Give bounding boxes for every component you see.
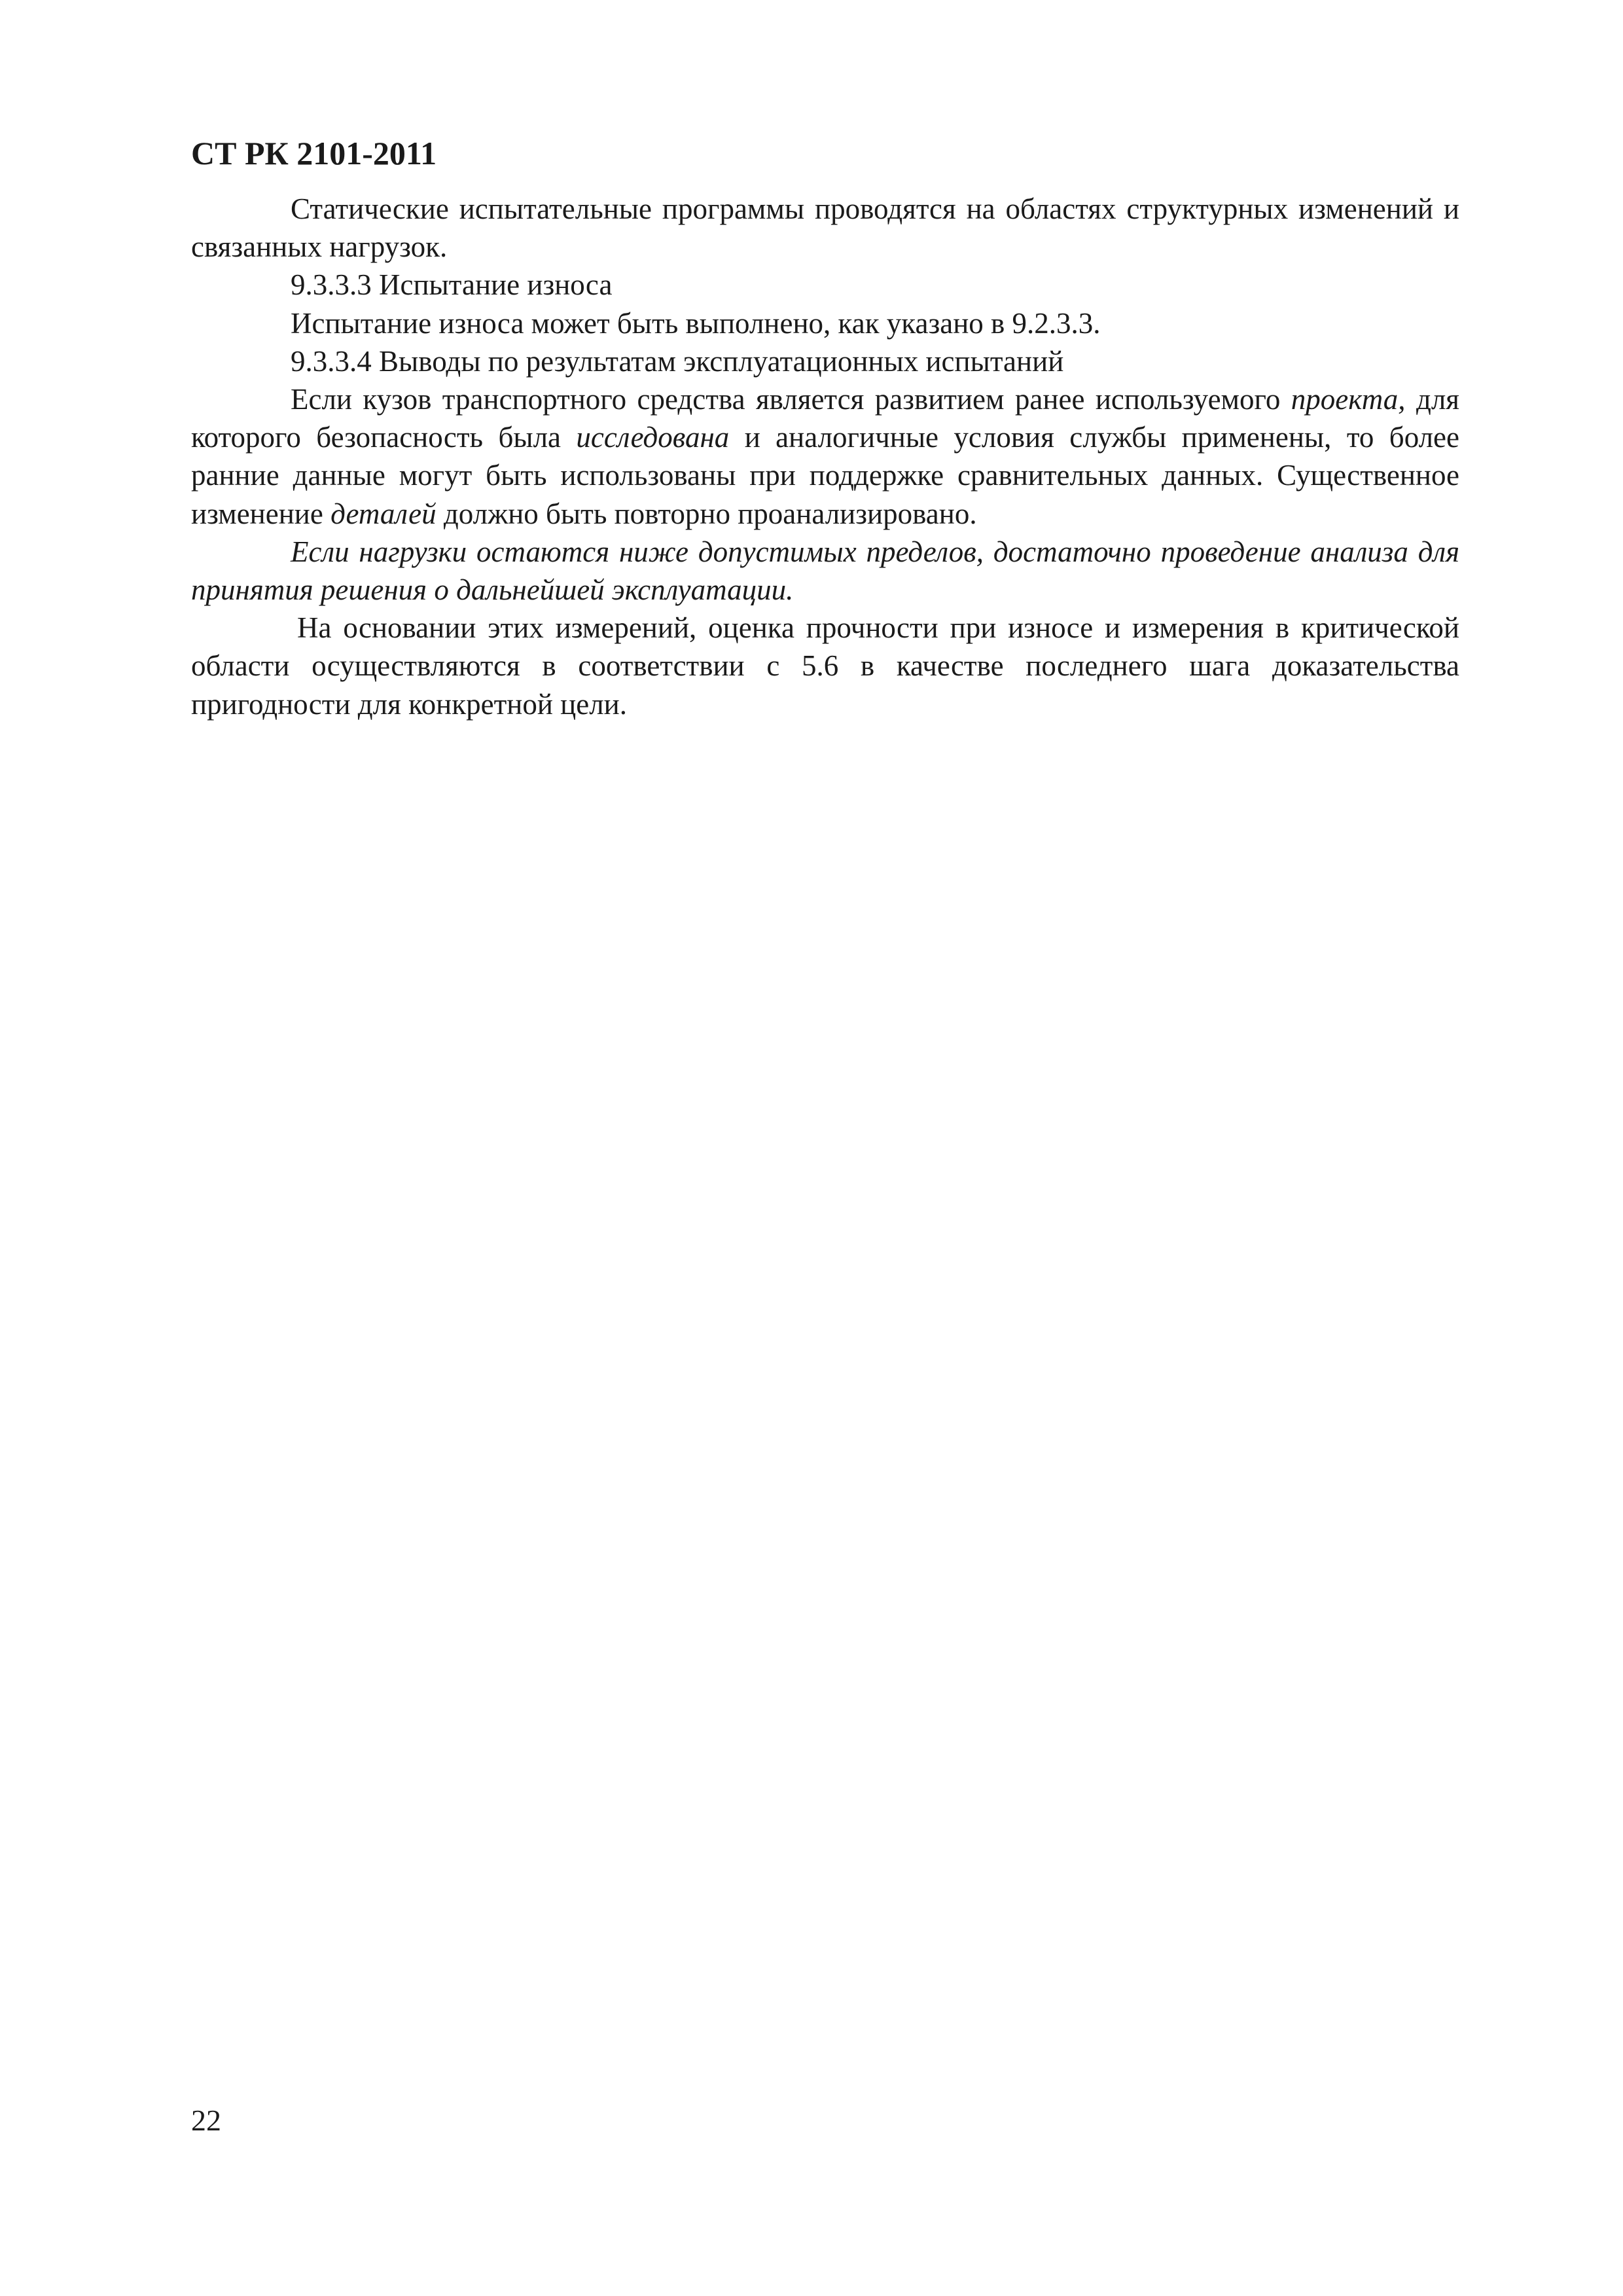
document-code: СТ РК 2101-2011 bbox=[191, 135, 437, 171]
page-number: 22 bbox=[191, 2104, 221, 2137]
body-text bbox=[191, 190, 1459, 723]
text-run: должно быть повторно проанализировано. bbox=[436, 497, 977, 530]
paragraph-measurements: На основании этих измерений, оценка прочности при износе и измерения в критической области осуществляются в соответствии с 5.6 в качестве последнего шага доказательства пригодности для конкретной цели. bbox=[191, 611, 1459, 721]
section-heading-9-3-3-4: 9.3.3.4 Выводы по результатам эксплуатационных испытаний bbox=[291, 344, 1064, 378]
text-run: для которого безопасность была bbox=[191, 383, 1459, 454]
italic-run: проекта, bbox=[1291, 383, 1406, 416]
text-run: и аналогичные условия службы применены, то более ранние данные могут быть использованы при поддержке сравнительных данных. Существенное изменение bbox=[191, 421, 1460, 530]
italic-run: деталей bbox=[330, 497, 437, 530]
italic-run: исследована bbox=[576, 421, 730, 454]
paragraph-vehicle-body bbox=[191, 380, 1459, 533]
section-heading-9-3-3-3: 9.3.3.3 Испытание износа bbox=[291, 268, 613, 302]
text-run: Если кузов транспортного средства является развитием ранее используемого bbox=[291, 383, 1291, 416]
paragraph-wear-test: Испытание износа может быть выполнено, как указано в 9.2.3.3. bbox=[291, 306, 1101, 340]
italic-run: Если нагрузки остаются ниже допустимых пределов, достаточно проведение анализа для принятия решения о дальнейшей эксплуатации. bbox=[191, 535, 1459, 607]
paragraph-static-tests: Статические испытательные программы проводятся на областях структурных изменений и связанных нагрузок. bbox=[191, 192, 1459, 264]
paragraph-load-limits bbox=[191, 533, 1459, 609]
